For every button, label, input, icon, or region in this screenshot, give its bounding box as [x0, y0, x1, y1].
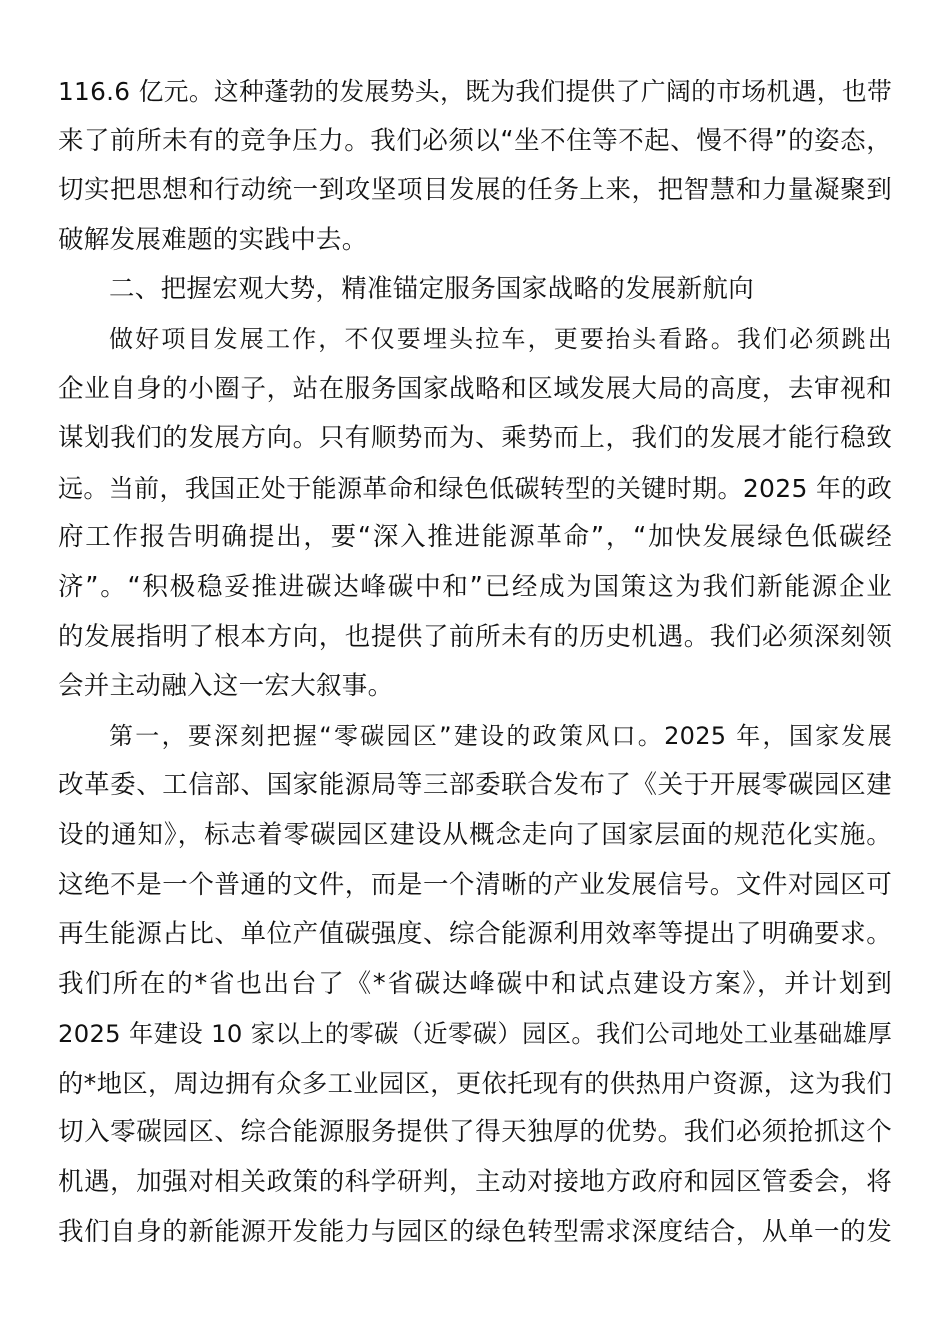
text-line: 再生能源占比、单位产值碳强度、综合能源利用效率等提出了明确要求。	[58, 919, 892, 950]
text-line: 设的通知》，标志着零碳园区建设从概念走向了国家层面的规范化实施。	[58, 819, 892, 850]
text-line: 二、把握宏观大势，精准锚定服务国家战略的发展新航向	[109, 274, 755, 305]
text-line: 会并主动融入这一宏大叙事。	[58, 671, 394, 702]
text-line: 远。当前，我国正处于能源革命和绿色低碳转型的关键时期。2025 年的政	[58, 473, 892, 503]
text-line: 谋划我们的发展方向。只有顺势而为、乘势而上，我们的发展才能行稳致	[58, 423, 892, 454]
text-line: 我们所在的*省也出台了《*省碳达峰碳中和试点建设方案》，并计划到	[58, 968, 892, 999]
document-body	[58, 67, 892, 1257]
text-line: 切入零碳园区、综合能源服务提供了得天独厚的优势。我们必须抢抓这个	[58, 1117, 892, 1148]
text-line: 机遇，加强对相关政策的科学研判，主动对接地方政府和园区管委会，将	[58, 1167, 892, 1198]
text-line: 的*地区，周边拥有众多工业园区，更依托现有的供热用户资源，这为我们	[58, 1068, 892, 1098]
text-line: 企业自身的小圈子，站在服务国家战略和区域发展大局的高度，去审视和	[58, 373, 892, 404]
text-line: 改革委、工信部、国家能源局等三部委联合发布了《关于开展零碳园区建	[58, 770, 892, 801]
text-line: 做好项目发展工作，不仅要埋头拉车，更要抬头看路。我们必须跳出	[109, 324, 892, 353]
text-line: 破解发展难题的实践中去。	[58, 224, 368, 255]
text-line: 的发展指明了根本方向，也提供了前所未有的历史机遇。我们必须深刻领	[58, 621, 892, 652]
text-line: 来了前所未有的竞争压力。我们必须以“坐不住等不起、慢不得”的姿态，	[58, 125, 892, 156]
text-line: 116.6 亿元。这种蓬勃的发展势头，既为我们提供了广阔的市场机遇，也带	[58, 77, 892, 106]
text-line: 府工作报告明确提出，要“深入推进能源革命”，“加快发展绿色低碳经	[58, 522, 892, 553]
text-line: 切实把思想和行动统一到攻坚项目发展的任务上来，把智慧和力量凝聚到	[58, 175, 892, 206]
text-line: 我们自身的新能源开发能力与园区的绿色转型需求深度结合，从单一的发	[58, 1216, 892, 1247]
text-line: 第一，要深刻把握“零碳园区”建设的政策风口。2025 年，国家发展	[109, 721, 892, 750]
text-line: 济”。“积极稳妥推进碳达峰碳中和”已经成为国策这为我们新能源企业	[58, 571, 892, 602]
text-line: 这绝不是一个普通的文件，而是一个清晰的产业发展信号。文件对园区可	[58, 869, 892, 900]
text-line: 2025 年建设 10 家以上的零碳（近零碳）园区。我们公司地处工业基础雄厚	[58, 1019, 892, 1049]
